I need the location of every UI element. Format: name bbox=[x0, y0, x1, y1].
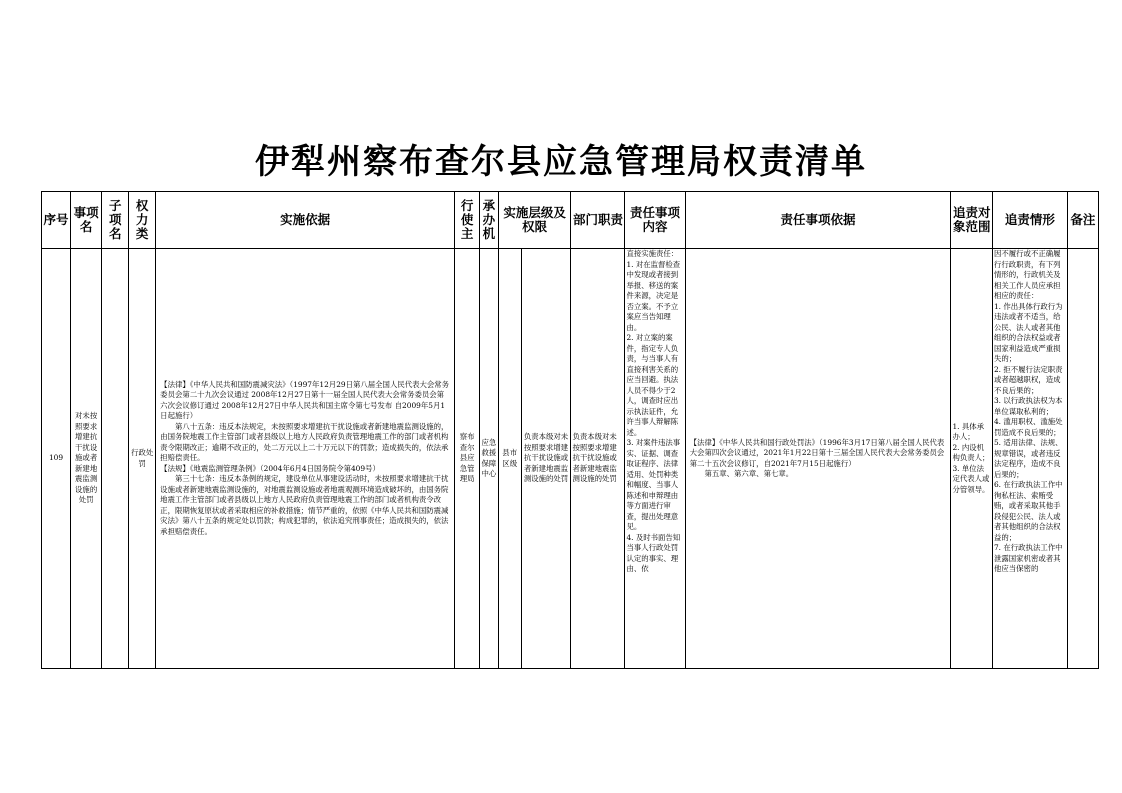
cell-item-name: 对未按照要求增建抗干扰设施或者新建地震监测设施的处罚 bbox=[71, 249, 102, 669]
responsibility-basis-paragraph: 【法律】《中华人民共和国行政处罚法》（1996年3月17日第八届全国人民代表大会第四次会议通过，2021年1月22日第十三届全国人民代表大会常务委员会第二十五次会议修订，自2021年7月15日起施行） bbox=[689, 437, 945, 468]
header-undertaking-agency: 承办机 bbox=[480, 192, 499, 249]
cell-exercising-subject: 察布查尔县应急管理局 bbox=[455, 249, 480, 669]
header-dept-duty: 部门职责 bbox=[571, 192, 625, 249]
cell-power-type: 行政处罚 bbox=[129, 249, 156, 669]
cell-sub-item-name bbox=[102, 249, 129, 669]
header-power-type: 权力类 bbox=[129, 192, 156, 249]
header-accountability-scope: 追责对象范围 bbox=[951, 192, 993, 249]
header-exercising-subject: 行使主 bbox=[455, 192, 480, 249]
cell-remarks bbox=[1067, 249, 1098, 669]
header-seq: 序号 bbox=[42, 192, 71, 249]
basis-paragraph: 【法规】《地震监测管理条例》（2004年6月4日国务院令第409号） bbox=[160, 463, 380, 473]
table-row bbox=[42, 249, 1099, 669]
cell-undertaking-agency: 应急救援保障中心 bbox=[480, 249, 499, 669]
page-title: 伊犁州察布查尔县应急管理局权责清单 bbox=[255, 142, 867, 182]
header-item-name: 事项名 bbox=[71, 192, 102, 249]
responsibility-table bbox=[41, 191, 1099, 669]
header-remarks: 备注 bbox=[1067, 192, 1098, 249]
basis-paragraph: 第三十七条：违反本条例的规定，建设单位从事建设活动时，未按照要求增建抗干扰设施或者新建地震监测设施的，对地震监测设施或者地震观测环境造成破坏的，由国务院地震工作主管部门或者县级以上地方人民政府负责管理地震工作的部门或者机构责令改正，限期恢复原状或者采取相应的补救措施；情节严重的，依照《中华人民共和国防震减灾法》第八十五条的规定处以罚款；构成犯罪的，依法追究刑事责任；造成损失的，依法承担赔偿责任。 bbox=[160, 474, 449, 536]
header-level: 实施层级及权限 bbox=[498, 192, 571, 249]
basis-paragraph: 【法律】《中华人民共和国防震减灾法》（1997年12月29日第八届全国人民代表大会常务委员会第二十九次会议通过 2008年12月27日第十一届全国人民代表大会常务委员会第六次会议修订通过 2008年12月27日中华人民共和国主席令第七号发布 自2009年5月1日起施行） bbox=[160, 379, 450, 421]
cell-accountability-scope: 1. 具体承办人； 2. 内设机构负责人； 3. 单位法定代表人或分管领导。 bbox=[951, 249, 993, 669]
cell-responsibility-content: 直接实施责任： 1. 对在监督检查中发现或者接到举报、移送的案件来源，决定是否立案。不予立案应当告知理由。 2. 对立案的案件，指定专人负责，与当事人有直接利害关系的应当回避。执法人员不得少于2人，调查时应出示执法证件，允许当事人辩解陈述。 3. 对案件违法事实、证据、调查取证程序、法律适用、处罚种类和幅度、当事人陈述和申辩理由等方面进行审查，提出处理意见。 4. 及时书面告知当事人行政处罚认定的事实、理由、依 bbox=[625, 249, 685, 669]
cell-level-authority: 负责本级对未按照要求增建抗干扰设施或者新建地震监测设施的处罚 bbox=[521, 249, 571, 669]
header-basis: 实施依据 bbox=[156, 192, 455, 249]
cell-level-scope: 县市区级 bbox=[498, 249, 521, 669]
responsibility-basis-paragraph: 第五章、第六章、第七章。 bbox=[689, 469, 794, 478]
cell-dept-duty: 负责本级对未按照要求增建抗干扰设施或者新建地震监测设施的处罚 bbox=[571, 249, 625, 669]
header-sub-item-name: 子项名 bbox=[102, 192, 129, 249]
basis-paragraph: 第八十五条：违反本法规定，未按照要求增建抗干扰设施或者新建地震监测设施的，由国务院地震工作主管部门或者县级以上地方人民政府负责管理地震工作的部门或者机构责令限期改正；逾期不改正的，处二万元以上二十万元以下的罚款；造成损失的，依法承担赔偿责任。 bbox=[160, 421, 449, 463]
cell-seq: 109 bbox=[42, 249, 71, 669]
header-responsibility-content: 责任事项内容 bbox=[625, 192, 685, 249]
header-responsibility-basis: 责任事项依据 bbox=[685, 192, 951, 249]
cell-accountability-circumstances: 因不履行或不正确履行行政职责，有下列情形的，行政机关及相关工作人员应承担相应的责任： 1. 作出具体行政行为违法或者不适当，给公民、法人或者其他组织的合法权益或者国家利益造成严重损失的； 2. 拒不履行法定职责或者超越职权，造成不良后果的； 3. 以行政执法权为本单位谋取私利的； 4. 滥用职权、滥施处罚造成不良后果的； 5. 适用法律、法规、规章错误，或者违反法定程序，造成不良后果的； 6. 在行政执法工作中徇私枉法、索贿受贿，或者采取其他手段侵犯公民、法人或者其他组织的合法权益的； 7. 在行政执法工作中泄露国家机密或者其他应当保密的 bbox=[992, 249, 1067, 669]
cell-responsibility-basis bbox=[685, 249, 951, 669]
cell-basis bbox=[156, 249, 455, 669]
table-header-row bbox=[42, 192, 1099, 249]
header-accountability-circumstances: 追责情形 bbox=[992, 192, 1067, 249]
